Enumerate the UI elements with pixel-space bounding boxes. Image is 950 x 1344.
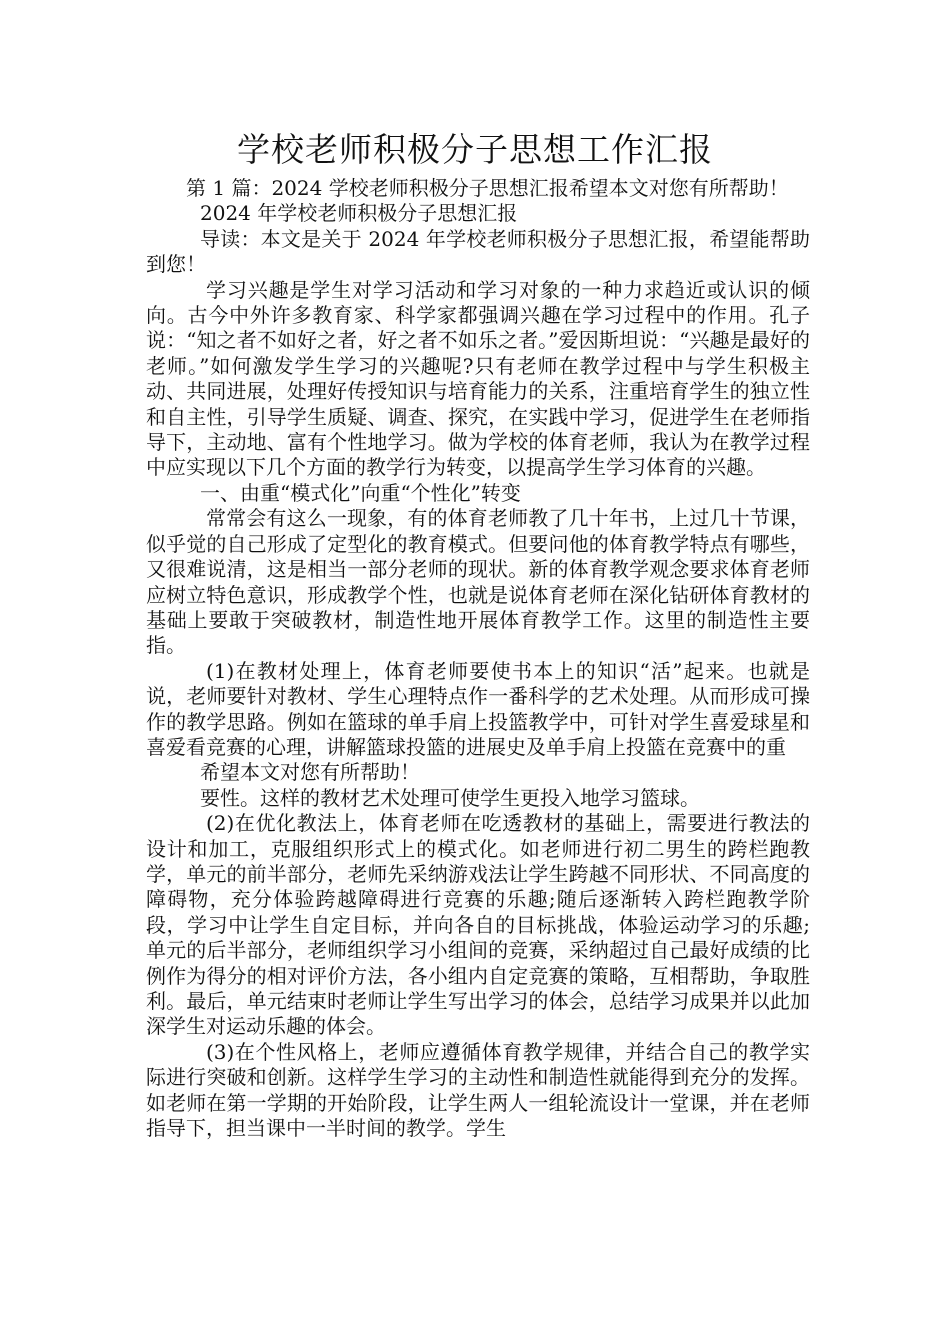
paragraph-interest: 学习兴趣是学生对学习活动和学习对象的一种力求趋近或认识的倾向。古今中外许多教育家、科学家都强调兴趣在学习过程中的作用。孔子说：“知之者不如好之者，好之者不如乐之者。”爱因斯坦说：“兴趣是最好的老师。”如何激发学生学习的兴趣呢?只有老师在教学过程中与学生积极主动、共同进展，处理好传授知识与培育能力的关系，注重培育学生的独立性和自主性，引导学生质疑、调查、探究，在实践中学习，促进学生在老师指导下，主动地、富有个性地学习。做为学校的体育老师，我认为在教学过程中应实现以下几个方面的教学行为转变，以提高学生学习体育的兴趣。: [146, 277, 810, 480]
document-body: [146, 176, 810, 1141]
paragraph-guide: 导读：本文是关于 2024 年学校老师积极分子思想汇报，希望能帮助到您！: [146, 226, 810, 277]
paragraph-point-2: (2)在优化教法上，体育老师在吃透教材的基础上，需要进行教法的设计和加工，克服组织形式上的模式化。如老师进行初二男生的跨栏跑教学，单元的前半部分，老师先采纳游戏法让学生跨越不同形状、不同高度的障碍物，充分体验跨越障碍进行竞赛的乐趣;随后逐渐转入跨栏跑教学阶段，学习中让学生自定目标，并向各自的目标挑战，体验运动学习的乐趣;单元的后半部分，老师组织学习小组间的竞赛，采纳超过自己最好成绩的比例作为得分的相对评价方法，各小组内自定竞赛的策略，互相帮助，争取胜利。最后，单元结束时老师让学生写出学习的体会，总结学习成果并以此加深学生对运动乐趣的体会。: [146, 811, 810, 1039]
paragraph-point-3: (3)在个性风格上，老师应遵循体育教学规律，并结合自己的教学实际进行突破和创新。这样学生学习的主动性和制造性就能得到充分的发挥。如老师在第一学期的开始阶段，让学生两人一组轮流设计一堂课，并在老师指导下，担当课中一半时间的教学。学生: [146, 1039, 810, 1141]
paragraph-hope: 希望本文对您有所帮助！: [200, 760, 420, 785]
section-heading-1: 一、由重“模式化”向重“个性化”转变: [200, 480, 521, 505]
paragraph-subtitle: 2024 年学校老师积极分子思想汇报: [200, 201, 518, 226]
paragraph-importance: 要性。这样的教材艺术处理可使学生更投入地学习篮球。: [200, 785, 700, 810]
paragraph-phenomenon: 常常会有这么一现象，有的体育老师教了几十年书，上过几十节课，似乎觉的自己形成了定型化的教育模式。但要问他的体育教学特点有哪些，又很难说清，这是相当一部分老师的现状。新的体育教学观念要求体育老师应树立特色意识，形成教学个性，也就是说体育老师在深化钻研体育教材的基础上要敢于突破教材，制造性地开展体育教学工作。这里的制造性主要指。: [146, 506, 810, 658]
document-title: 学校老师积极分子思想工作汇报: [237, 130, 713, 169]
paragraph-intro: 第 1 篇：2024 学校老师积极分子思想汇报希望本文对您有所帮助！: [186, 176, 789, 200]
paragraph-point-1: (1)在教材处理上，体育老师要使书本上的知识“活”起来。也就是说，老师要针对教材、学生心理特点作一番科学的艺术处理。从而形成可操作的教学思路。例如在篮球的单手肩上投篮教学中，可针对学生喜爱球星和喜爱看竞赛的心理，讲解篮球投篮的进展史及单手肩上投篮在竞赛中的重: [146, 658, 810, 759]
